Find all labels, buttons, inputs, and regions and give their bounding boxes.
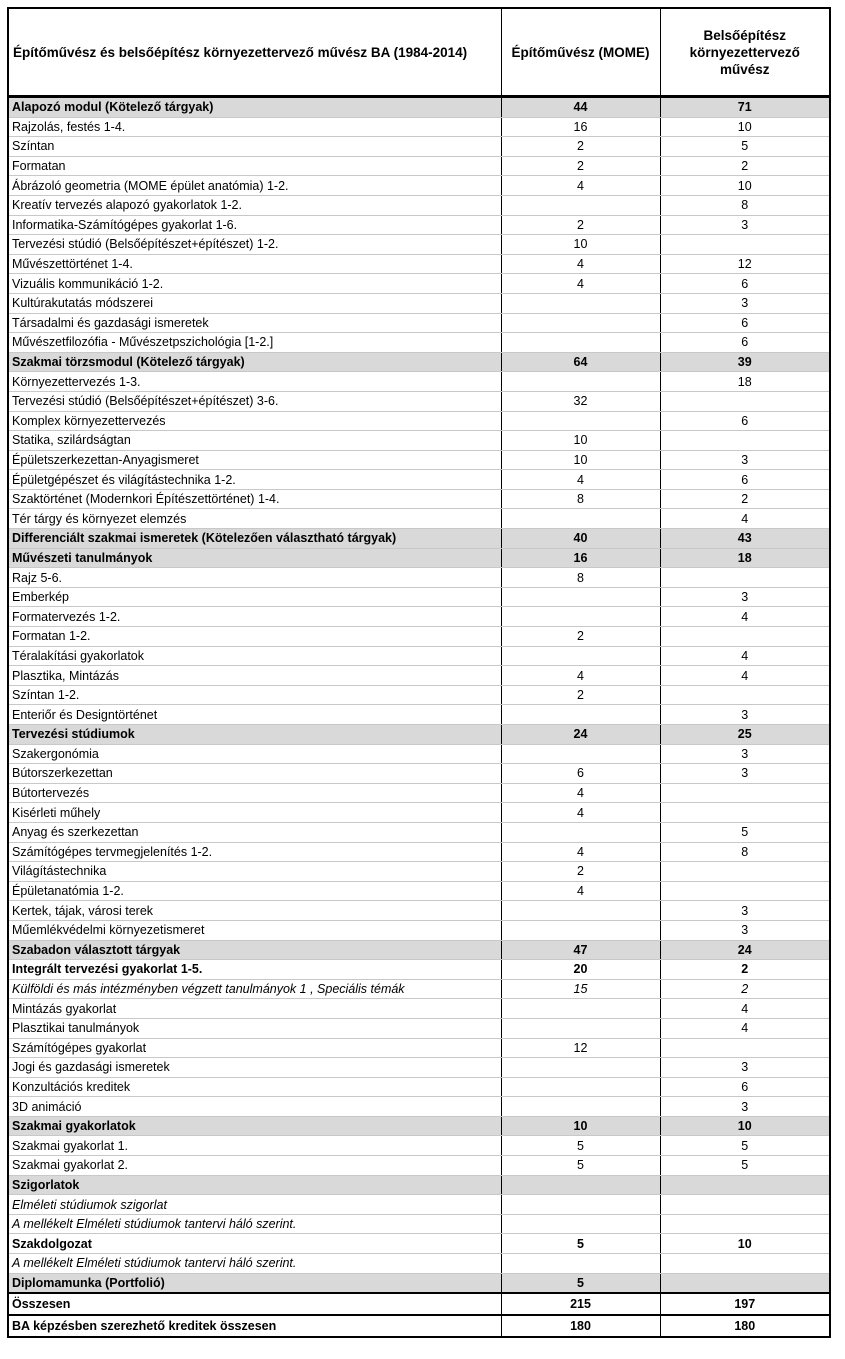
table-row [8,450,830,470]
table-row [8,274,830,294]
table-row [8,803,830,823]
epitomuvesz-credit-cell [501,744,660,764]
belsoepitesz-credit-cell [660,235,830,255]
table-row [8,999,830,1019]
epitomuvesz-credit-cell: 47 [501,940,660,960]
course-name-cell: Jogi és gazdasági ismeretek [8,1058,501,1078]
course-name-cell: Épületgépészet és világítástechnika 1-2. [8,470,501,490]
epitomuvesz-credit-cell: 5 [501,1136,660,1156]
table-row [8,333,830,353]
belsoepitesz-credit-cell [660,862,830,882]
belsoepitesz-credit-cell: 5 [660,822,830,842]
belsoepitesz-credit-cell: 197 [660,1293,830,1315]
epitomuvesz-credit-cell [501,1195,660,1215]
course-name-cell: Szakmai gyakorlatok [8,1116,501,1136]
total-row [8,1315,830,1337]
epitomuvesz-credit-cell: 4 [501,881,660,901]
epitomuvesz-credit-cell [501,705,660,725]
belsoepitesz-credit-cell: 3 [660,1058,830,1078]
table-row [8,293,830,313]
course-name-cell: Anyag és szerkezettan [8,822,501,842]
belsoepitesz-credit-cell [660,1254,830,1274]
belsoepitesz-credit-cell [660,627,830,647]
table-row [8,1018,830,1038]
epitomuvesz-credit-cell [501,1175,660,1195]
course-name-cell: Vizuális kommunikáció 1-2. [8,274,501,294]
table-row [8,920,830,940]
epitomuvesz-credit-cell [501,999,660,1019]
epitomuvesz-credit-cell [501,920,660,940]
course-name-cell: Diplomamunka (Portfolió) [8,1273,501,1293]
epitomuvesz-credit-cell: 2 [501,685,660,705]
epitomuvesz-credit-cell: 2 [501,156,660,176]
belsoepitesz-credit-cell: 8 [660,195,830,215]
table-row [8,489,830,509]
belsoepitesz-credit-cell: 3 [660,764,830,784]
course-name-cell: Szigorlatok [8,1175,501,1195]
belsoepitesz-credit-cell: 71 [660,97,830,118]
belsoepitesz-credit-cell: 18 [660,372,830,392]
belsoepitesz-credit-cell: 2 [660,979,830,999]
course-name-cell: Informatika-Számítógépes gyakorlat 1-6. [8,215,501,235]
course-name-cell: Rajzolás, festés 1-4. [8,117,501,137]
course-name-cell: Komplex környezettervezés [8,411,501,431]
course-name-cell: Kreatív tervezés alapozó gyakorlatok 1-2. [8,195,501,215]
table-row [8,372,830,392]
belsoepitesz-credit-cell: 39 [660,352,830,372]
curriculum-table-wrapper [7,7,829,1338]
table-row [8,195,830,215]
epitomuvesz-credit-cell [501,1058,660,1078]
epitomuvesz-credit-cell: 15 [501,979,660,999]
epitomuvesz-credit-cell [501,1097,660,1117]
course-name-cell: Ábrázoló geometria (MOME épület anatómia) 1-2. [8,176,501,196]
belsoepitesz-credit-cell: 4 [660,666,830,686]
epitomuvesz-credit-cell: 5 [501,1156,660,1176]
table-row [8,176,830,196]
course-name-cell: Alapozó modul (Kötelező tárgyak) [8,97,501,118]
epitomuvesz-credit-cell: 32 [501,391,660,411]
course-name-cell: Statika, szilárdságtan [8,431,501,451]
table-row [8,1136,830,1156]
course-name-cell: Műemlékvédelmi környezetismeret [8,920,501,940]
table-row [8,627,830,647]
course-name-cell: Világítástechnika [8,862,501,882]
belsoepitesz-credit-cell: 4 [660,607,830,627]
table-row [8,607,830,627]
table-row [8,1195,830,1215]
curriculum-table [7,7,831,1338]
epitomuvesz-credit-cell: 10 [501,1116,660,1136]
epitomuvesz-credit-cell: 16 [501,548,660,568]
belsoepitesz-credit-cell: 3 [660,705,830,725]
belsoepitesz-credit-cell: 6 [660,470,830,490]
course-name-cell: Külföldi és más intézményben végzett tanulmányok 1 , Speciális témák [8,979,501,999]
belsoepitesz-credit-cell: 4 [660,999,830,1019]
course-name-cell: Művészetfilozófia - Művészetpszichológia [1-2.] [8,333,501,353]
course-name-cell: Környezettervezés 1-3. [8,372,501,392]
epitomuvesz-credit-cell [501,646,660,666]
belsoepitesz-credit-cell: 8 [660,842,830,862]
course-name-cell: Összesen [8,1293,501,1315]
belsoepitesz-credit-cell: 25 [660,725,830,745]
epitomuvesz-credit-cell: 4 [501,666,660,686]
epitomuvesz-credit-cell: 5 [501,1273,660,1293]
course-name-cell: Formatan 1-2. [8,627,501,647]
section-row [8,1175,830,1195]
belsoepitesz-credit-cell [660,685,830,705]
epitomuvesz-credit-cell [501,411,660,431]
table-row [8,1058,830,1078]
table-row [8,215,830,235]
course-name-cell: Enteriőr és Designtörténet [8,705,501,725]
table-row [8,979,830,999]
course-name-cell: Szakmai gyakorlat 1. [8,1136,501,1156]
table-row [8,470,830,490]
epitomuvesz-credit-cell [501,1254,660,1274]
epitomuvesz-credit-cell [501,901,660,921]
table-row [8,1038,830,1058]
belsoepitesz-credit-cell: 10 [660,1116,830,1136]
course-name-cell: Plasztika, Mintázás [8,666,501,686]
table-row [8,117,830,137]
table-row [8,764,830,784]
belsoepitesz-credit-cell [660,803,830,823]
epitomuvesz-credit-cell: 20 [501,960,660,980]
epitomuvesz-credit-cell: 2 [501,215,660,235]
epitomuvesz-credit-cell: 10 [501,450,660,470]
table-row [8,391,830,411]
course-name-cell: Bútorszerkezettan [8,764,501,784]
table-row [8,568,830,588]
epitomuvesz-credit-cell [501,313,660,333]
total-row [8,1293,830,1315]
belsoepitesz-credit-cell: 3 [660,920,830,940]
course-name-cell: Színtan [8,137,501,157]
epitomuvesz-credit-cell: 4 [501,783,660,803]
belsoepitesz-credit-cell: 5 [660,1156,830,1176]
course-name-cell: Formatervezés 1-2. [8,607,501,627]
table-row [8,1097,830,1117]
section-row [8,725,830,745]
table-row [8,1254,830,1274]
table-row [8,646,830,666]
epitomuvesz-credit-cell [501,1214,660,1234]
belsoepitesz-credit-cell [660,568,830,588]
course-name-cell: Rajz 5-6. [8,568,501,588]
course-name-cell: Szakmai gyakorlat 2. [8,1156,501,1176]
epitomuvesz-credit-cell [501,293,660,313]
belsoepitesz-credit-cell: 5 [660,137,830,157]
table-header-row [8,8,830,97]
belsoepitesz-credit-cell [660,881,830,901]
table-row [8,685,830,705]
course-name-cell: Társadalmi és gazdasági ismeretek [8,313,501,333]
course-name-cell: Tervezési stúdió (Belsőépítészet+építészet) 3-6. [8,391,501,411]
course-name-cell: Kisérleti műhely [8,803,501,823]
course-name-cell: Művészeti tanulmányok [8,548,501,568]
epitomuvesz-credit-cell: 5 [501,1234,660,1254]
table-row [8,137,830,157]
table-row [8,705,830,725]
epitomuvesz-credit-cell: 2 [501,862,660,882]
belsoepitesz-credit-cell [660,1273,830,1293]
course-name-cell: Emberkép [8,587,501,607]
table-row [8,431,830,451]
table-row [8,842,830,862]
belsoepitesz-credit-cell: 3 [660,293,830,313]
belsoepitesz-credit-cell: 3 [660,744,830,764]
table-row [8,666,830,686]
course-name-cell: Konzultációs kreditek [8,1077,501,1097]
epitomuvesz-credit-cell: 10 [501,235,660,255]
belsoepitesz-credit-cell: 2 [660,489,830,509]
epitomuvesz-credit-cell: 180 [501,1315,660,1337]
course-name-cell: Épületanatómia 1-2. [8,881,501,901]
course-name-cell: Színtan 1-2. [8,685,501,705]
table-row [8,822,830,842]
epitomuvesz-credit-cell: 24 [501,725,660,745]
belsoepitesz-credit-cell [660,1195,830,1215]
table-row [8,235,830,255]
section-row [8,548,830,568]
section-row [8,940,830,960]
table-row [8,1156,830,1176]
course-name-cell: Formatan [8,156,501,176]
course-name-cell: A mellékelt Elméleti stúdiumok tantervi háló szerint. [8,1254,501,1274]
epitomuvesz-credit-cell: 16 [501,117,660,137]
section-row [8,1273,830,1293]
course-name-cell: Művészettörténet 1-4. [8,254,501,274]
belsoepitesz-credit-cell [660,1214,830,1234]
belsoepitesz-credit-cell: 2 [660,960,830,980]
epitomuvesz-credit-cell [501,372,660,392]
belsoepitesz-credit-cell [660,431,830,451]
table-row [8,313,830,333]
course-name-cell: Szaktörténet (Modernkori Építészettörténet) 1-4. [8,489,501,509]
section-row [8,1234,830,1254]
table-row [8,156,830,176]
belsoepitesz-credit-cell: 6 [660,274,830,294]
section-row [8,1116,830,1136]
belsoepitesz-credit-cell: 4 [660,646,830,666]
epitomuvesz-credit-cell: 12 [501,1038,660,1058]
course-name-cell: Differenciált szakmai ismeretek (Kötelezően választható tárgyak) [8,529,501,549]
course-name-cell: BA képzésben szerezhető kreditek összesen [8,1315,501,1337]
belsoepitesz-credit-cell: 2 [660,156,830,176]
epitomuvesz-credit-cell [501,607,660,627]
epitomuvesz-credit-cell [501,1018,660,1038]
epitomuvesz-credit-cell: 40 [501,529,660,549]
belsoepitesz-credit-cell: 3 [660,450,830,470]
belsoepitesz-credit-cell: 12 [660,254,830,274]
epitomuvesz-credit-cell: 4 [501,470,660,490]
table-row [8,783,830,803]
belsoepitesz-credit-cell: 3 [660,215,830,235]
belsoepitesz-credit-cell: 10 [660,1234,830,1254]
course-name-cell: Mintázás gyakorlat [8,999,501,1019]
table-row [8,862,830,882]
table-row [8,1077,830,1097]
belsoepitesz-credit-cell: 10 [660,176,830,196]
belsoepitesz-credit-cell: 3 [660,1097,830,1117]
epitomuvesz-credit-cell [501,509,660,529]
belsoepitesz-credit-cell: 4 [660,509,830,529]
belsoepitesz-credit-cell [660,1038,830,1058]
course-name-cell: Elméleti stúdiumok szigorlat [8,1195,501,1215]
table-body [8,97,830,1338]
epitomuvesz-credit-cell [501,822,660,842]
epitomuvesz-credit-cell: 64 [501,352,660,372]
table-row [8,901,830,921]
table-title: Építőművész és belsőépítész környezettervező művész BA (1984-2014) [8,8,501,97]
course-name-cell: Számítógépes gyakorlat [8,1038,501,1058]
course-name-cell: Épületszerkezettan-Anyagismeret [8,450,501,470]
belsoepitesz-credit-cell: 6 [660,313,830,333]
epitomuvesz-credit-cell: 8 [501,489,660,509]
course-name-cell: Bútortervezés [8,783,501,803]
course-name-cell: Integrált tervezési gyakorlat 1-5. [8,960,501,980]
belsoepitesz-credit-cell: 6 [660,411,830,431]
table-row [8,744,830,764]
table-row [8,587,830,607]
belsoepitesz-credit-cell: 43 [660,529,830,549]
section-row [8,529,830,549]
course-name-cell: Szabadon választott tárgyak [8,940,501,960]
course-name-cell: Szakmai törzsmodul (Kötelező tárgyak) [8,352,501,372]
epitomuvesz-credit-cell: 4 [501,176,660,196]
course-name-cell: Tervezési stúdió (Belsőépítészet+építészet) 1-2. [8,235,501,255]
epitomuvesz-credit-cell [501,587,660,607]
epitomuvesz-credit-cell: 4 [501,254,660,274]
epitomuvesz-credit-cell [501,195,660,215]
table-row [8,509,830,529]
column-header-belsoepitesz: Belsőépítész környezettervező művész [660,8,830,97]
course-name-cell: Tér tárgy és környezet elemzés [8,509,501,529]
course-name-cell: Számítógépes tervmegjelenítés 1-2. [8,842,501,862]
course-name-cell: Tervezési stúdiumok [8,725,501,745]
course-name-cell: Téralakítási gyakorlatok [8,646,501,666]
belsoepitesz-credit-cell [660,783,830,803]
belsoepitesz-credit-cell: 3 [660,901,830,921]
epitomuvesz-credit-cell [501,1077,660,1097]
epitomuvesz-credit-cell: 6 [501,764,660,784]
belsoepitesz-credit-cell [660,391,830,411]
table-row [8,1214,830,1234]
course-name-cell: A mellékelt Elméleti stúdiumok tantervi háló szerint. [8,1214,501,1234]
epitomuvesz-credit-cell: 44 [501,97,660,118]
belsoepitesz-credit-cell: 18 [660,548,830,568]
epitomuvesz-credit-cell: 215 [501,1293,660,1315]
epitomuvesz-credit-cell [501,333,660,353]
section-row [8,352,830,372]
epitomuvesz-credit-cell: 10 [501,431,660,451]
course-name-cell: 3D animáció [8,1097,501,1117]
epitomuvesz-credit-cell: 8 [501,568,660,588]
column-header-epitomuvesz: Építőművész (MOME) [501,8,660,97]
belsoepitesz-credit-cell: 6 [660,333,830,353]
table-row [8,960,830,980]
section-row [8,97,830,118]
epitomuvesz-credit-cell: 4 [501,803,660,823]
belsoepitesz-credit-cell: 180 [660,1315,830,1337]
belsoepitesz-credit-cell: 6 [660,1077,830,1097]
course-name-cell: Szakergonómia [8,744,501,764]
belsoepitesz-credit-cell: 10 [660,117,830,137]
course-name-cell: Kertek, tájak, városi terek [8,901,501,921]
belsoepitesz-credit-cell [660,1175,830,1195]
course-name-cell: Plasztikai tanulmányok [8,1018,501,1038]
course-name-cell: Szakdolgozat [8,1234,501,1254]
epitomuvesz-credit-cell: 4 [501,274,660,294]
epitomuvesz-credit-cell: 2 [501,137,660,157]
table-row [8,411,830,431]
course-name-cell: Kultúrakutatás módszerei [8,293,501,313]
epitomuvesz-credit-cell: 4 [501,842,660,862]
belsoepitesz-credit-cell: 3 [660,587,830,607]
belsoepitesz-credit-cell: 4 [660,1018,830,1038]
belsoepitesz-credit-cell: 24 [660,940,830,960]
table-row [8,254,830,274]
epitomuvesz-credit-cell: 2 [501,627,660,647]
belsoepitesz-credit-cell: 5 [660,1136,830,1156]
table-row [8,881,830,901]
